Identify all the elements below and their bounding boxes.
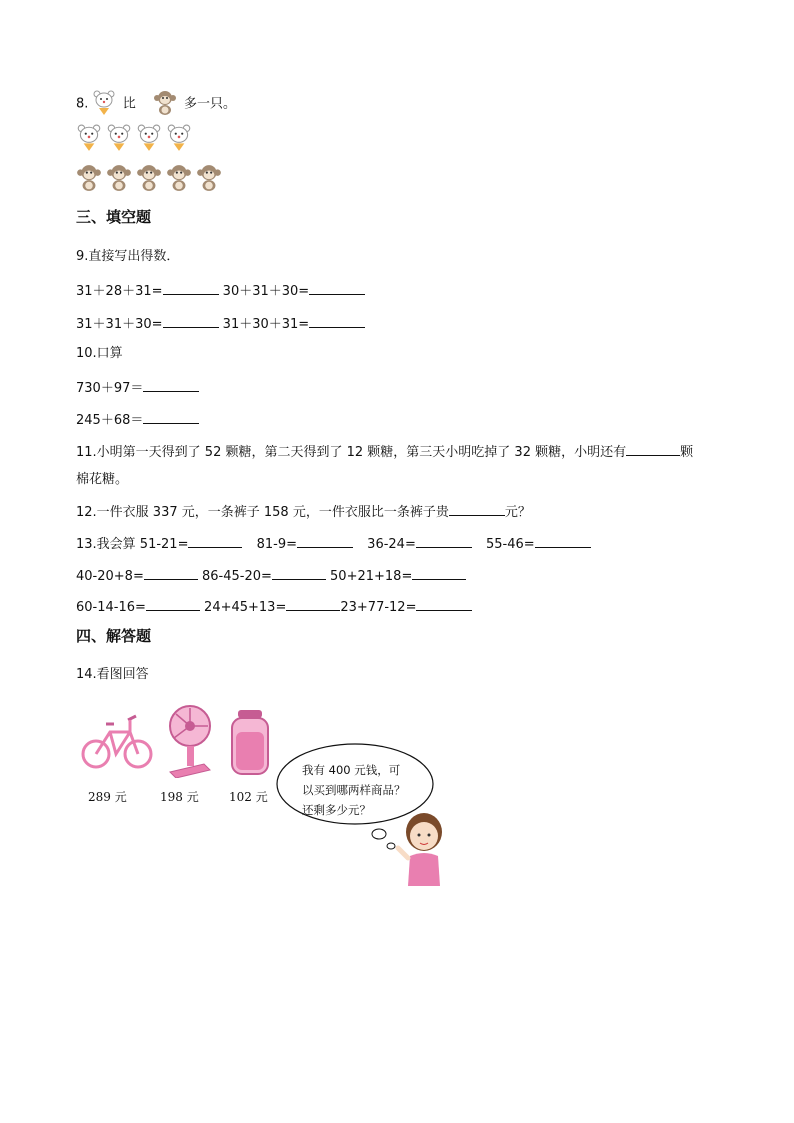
monkey-icon	[154, 90, 180, 118]
q13-row2	[76, 565, 466, 586]
monkey-icon	[106, 164, 132, 192]
q13-expr: 50+21+18=	[330, 569, 413, 584]
q9-expr: 30＋31＋30=	[222, 284, 310, 299]
section-heading-3: 三、填空题	[76, 208, 152, 226]
q12-text: 12.一件衣服 337 元，一条裤子 158 元，一件衣服比一条裤子贵	[76, 505, 449, 520]
bear-icon	[76, 124, 102, 152]
q10-b	[76, 409, 199, 430]
bear-icon	[166, 124, 192, 152]
monkey-row	[76, 164, 222, 192]
q9-expr: 31＋28＋31=	[76, 284, 163, 299]
q13-expr: 86-45-20=	[201, 569, 272, 584]
section-heading-4: 四、解答题	[76, 627, 152, 645]
q10-title: 10.口算	[76, 346, 123, 361]
answer-blank[interactable]	[143, 409, 199, 424]
price-label: 198 元	[160, 790, 199, 804]
price-label: 102 元	[229, 790, 268, 804]
answer-blank[interactable]	[535, 533, 591, 548]
bear-icon	[136, 124, 162, 152]
q12-text: 元？	[504, 505, 531, 520]
answer-blank[interactable]	[188, 533, 242, 548]
q14-title: 14.看图回答	[76, 667, 149, 682]
q11-line2: 棉花糖。	[76, 472, 129, 487]
q10-expr: 245＋68＝	[76, 413, 144, 428]
bear-icon	[106, 124, 132, 152]
q13-expr: 60-14-16=	[76, 600, 146, 615]
q8-tail: 多一只。	[183, 96, 236, 112]
speech-line: 以买到哪两样商品？	[302, 783, 406, 797]
thermos-icon	[228, 708, 272, 778]
answer-blank[interactable]	[416, 596, 472, 611]
q13-expr: 24+45+13=	[204, 600, 287, 615]
q9-row1	[76, 280, 365, 301]
answer-blank[interactable]	[626, 441, 680, 456]
q8-bi: 比	[122, 96, 136, 112]
q11-text: 11.小明第一天得到了 52 颗糖，第二天得到了 12 颗糖，第三天小明吃掉了 32 颗糖，小明还有	[76, 445, 627, 460]
answer-blank[interactable]	[309, 280, 365, 295]
q9-expr: 31＋31＋30=	[76, 317, 163, 332]
bear-row	[76, 124, 192, 152]
q8-line	[76, 90, 236, 118]
q9-expr: 31＋30＋31=	[222, 317, 310, 332]
answer-blank[interactable]	[416, 533, 472, 548]
q13-expr: 36-24=	[367, 537, 416, 552]
q9-title: 9.直接写出得数．	[76, 249, 180, 264]
speech-line: 还剩多少元？	[302, 803, 371, 817]
monkey-icon	[136, 164, 162, 192]
answer-blank[interactable]	[146, 596, 200, 611]
q13-expr: 40-20+8=	[76, 569, 144, 584]
q8-number: 8.	[76, 96, 89, 112]
monkey-icon	[166, 164, 192, 192]
price-label: 289 元	[88, 790, 127, 804]
answer-blank[interactable]	[143, 377, 199, 392]
q13-expr: 23+77-12=	[340, 600, 417, 615]
q10-expr: 730＋97＝	[76, 381, 144, 396]
q13-row3	[76, 596, 472, 617]
answer-blank[interactable]	[272, 565, 326, 580]
q12-line	[76, 501, 531, 522]
answer-blank[interactable]	[163, 280, 219, 295]
answer-blank[interactable]	[449, 501, 505, 516]
fan-icon	[164, 704, 214, 778]
monkey-icon	[76, 164, 102, 192]
answer-blank[interactable]	[163, 313, 219, 328]
q13-row1	[76, 533, 591, 554]
q13-expr: 13.我会算 51-21=	[76, 537, 189, 552]
answer-blank[interactable]	[309, 313, 365, 328]
q10-a	[76, 377, 199, 398]
girl-icon	[392, 808, 452, 888]
answer-blank[interactable]	[144, 565, 198, 580]
q11-text: 颗	[680, 445, 694, 460]
q11-line1	[76, 441, 693, 462]
q13-expr: 81-9=	[256, 537, 298, 552]
q13-expr: 55-46=	[485, 537, 535, 552]
bear-icon	[93, 90, 119, 118]
answer-blank[interactable]	[297, 533, 353, 548]
answer-blank[interactable]	[286, 596, 340, 611]
monkey-icon	[196, 164, 222, 192]
bicycle-icon	[80, 710, 154, 772]
speech-line: 我有 400 元钱，可	[302, 763, 401, 777]
answer-blank[interactable]	[412, 565, 466, 580]
q9-row2	[76, 313, 365, 334]
